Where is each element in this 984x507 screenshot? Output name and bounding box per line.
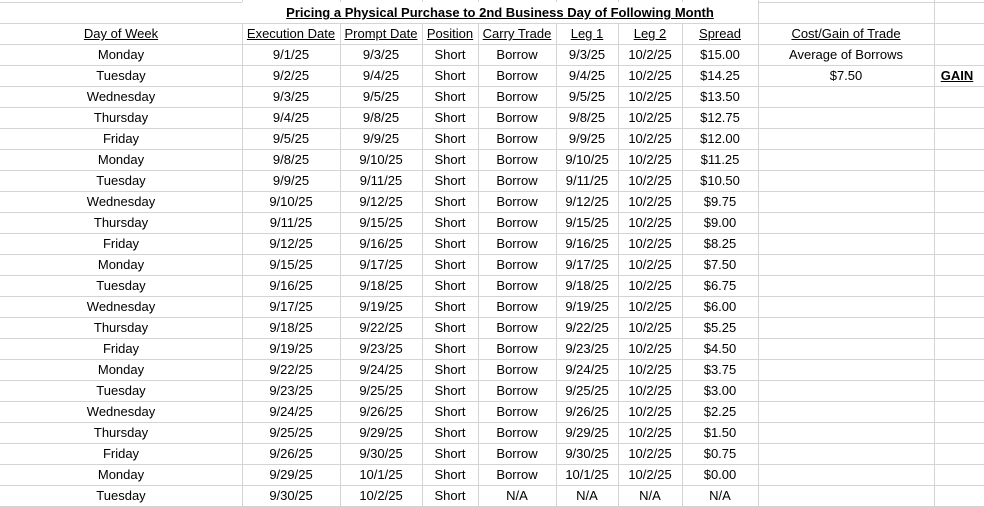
- cell-carry-trade[interactable]: Borrow: [496, 131, 538, 146]
- header-day-of-week[interactable]: Day of Week: [83, 26, 159, 41]
- cell-leg-2[interactable]: 10/2/25: [628, 131, 672, 146]
- cell-spread[interactable]: $12.00: [700, 131, 740, 146]
- cell-leg-2[interactable]: 10/2/25: [628, 47, 672, 62]
- cell-leg-2[interactable]: 10/2/25: [628, 215, 672, 230]
- cell-spread[interactable]: $14.25: [700, 68, 740, 83]
- cell-execution-date[interactable]: 9/3/25: [272, 89, 310, 104]
- cell-prompt-date[interactable]: 9/16/25: [359, 236, 403, 251]
- cell-execution-date[interactable]: 9/25/25: [269, 425, 313, 440]
- cell-spread[interactable]: $8.25: [703, 236, 737, 251]
- cell-prompt-date[interactable]: 9/19/25: [359, 299, 403, 314]
- cell-position[interactable]: Short: [434, 68, 466, 83]
- cell-day-of-week[interactable]: Monday: [97, 362, 145, 377]
- cell-execution-date[interactable]: 9/12/25: [269, 236, 313, 251]
- cell-day-of-week[interactable]: Friday: [102, 446, 140, 461]
- cell-spread[interactable]: $0.00: [703, 467, 737, 482]
- cell-prompt-date[interactable]: 9/15/25: [359, 215, 403, 230]
- cell-spread[interactable]: $13.50: [700, 89, 740, 104]
- cell-position[interactable]: Short: [434, 341, 466, 356]
- cell-spread[interactable]: $15.00: [700, 47, 740, 62]
- sheet-title[interactable]: Pricing a Physical Purchase to 2nd Business Day of Following Month: [242, 2, 758, 23]
- cell-leg-2[interactable]: 10/2/25: [628, 194, 672, 209]
- cell-leg-1[interactable]: 9/26/25: [565, 404, 609, 419]
- cell-execution-date[interactable]: 9/8/25: [272, 152, 310, 167]
- cell-leg-2[interactable]: 10/2/25: [628, 446, 672, 461]
- cell-day-of-week[interactable]: Tuesday: [96, 488, 146, 503]
- cell-leg-1[interactable]: 9/4/25: [568, 68, 606, 83]
- header-position[interactable]: Position: [426, 26, 474, 41]
- cell-leg-2[interactable]: N/A: [639, 488, 661, 503]
- cell-day-of-week[interactable]: Monday: [97, 152, 145, 167]
- average-value[interactable]: $7.50: [829, 68, 863, 83]
- cell-carry-trade[interactable]: Borrow: [496, 194, 538, 209]
- cell-carry-trade[interactable]: Borrow: [496, 47, 538, 62]
- cell-leg-2[interactable]: 10/2/25: [628, 236, 672, 251]
- cell-carry-trade[interactable]: N/A: [506, 488, 528, 503]
- cell-carry-trade[interactable]: Borrow: [496, 257, 538, 272]
- cell-day-of-week[interactable]: Wednesday: [86, 299, 156, 314]
- cell-position[interactable]: Short: [434, 236, 466, 251]
- cell-carry-trade[interactable]: Borrow: [496, 215, 538, 230]
- cell-carry-trade[interactable]: Borrow: [496, 320, 538, 335]
- cell-spread[interactable]: $11.25: [700, 152, 740, 167]
- cell-day-of-week[interactable]: Tuesday: [96, 68, 146, 83]
- cell-position[interactable]: Short: [434, 89, 466, 104]
- cell-carry-trade[interactable]: Borrow: [496, 110, 538, 125]
- cell-execution-date[interactable]: 9/1/25: [272, 47, 310, 62]
- cell-leg-1[interactable]: 9/5/25: [568, 89, 606, 104]
- cell-day-of-week[interactable]: Thursday: [93, 110, 149, 125]
- cell-spread[interactable]: $10.50: [700, 173, 740, 188]
- header-leg-1[interactable]: Leg 1: [570, 26, 604, 41]
- cell-execution-date[interactable]: 9/4/25: [272, 110, 310, 125]
- cell-leg-2[interactable]: 10/2/25: [628, 404, 672, 419]
- cell-day-of-week[interactable]: Thursday: [93, 215, 149, 230]
- cell-carry-trade[interactable]: Borrow: [496, 152, 538, 167]
- cell-day-of-week[interactable]: Friday: [102, 236, 140, 251]
- header-execution-date[interactable]: Execution Date: [246, 26, 336, 41]
- cell-leg-1[interactable]: 9/30/25: [565, 446, 609, 461]
- cell-execution-date[interactable]: 9/23/25: [269, 383, 313, 398]
- cell-leg-1[interactable]: 9/22/25: [565, 320, 609, 335]
- cell-leg-2[interactable]: 10/2/25: [628, 362, 672, 377]
- cell-carry-trade[interactable]: Borrow: [496, 68, 538, 83]
- cell-leg-1[interactable]: 9/11/25: [565, 173, 609, 188]
- cell-spread[interactable]: $12.75: [700, 110, 740, 125]
- cell-spread[interactable]: $9.75: [703, 194, 737, 209]
- cell-position[interactable]: Short: [434, 257, 466, 272]
- cell-spread[interactable]: $3.00: [703, 383, 737, 398]
- cell-prompt-date[interactable]: 9/8/25: [362, 110, 400, 125]
- cell-spread[interactable]: $3.75: [703, 362, 737, 377]
- cell-prompt-date[interactable]: 9/4/25: [362, 68, 400, 83]
- average-label[interactable]: Average of Borrows: [789, 47, 903, 62]
- cell-carry-trade[interactable]: Borrow: [496, 173, 538, 188]
- cell-leg-1[interactable]: 9/8/25: [568, 110, 606, 125]
- cell-leg-1[interactable]: 9/25/25: [565, 383, 609, 398]
- cell-execution-date[interactable]: 9/16/25: [269, 278, 313, 293]
- cell-position[interactable]: Short: [434, 488, 466, 503]
- cell-prompt-date[interactable]: 10/2/25: [359, 488, 403, 503]
- cell-execution-date[interactable]: 9/9/25: [272, 173, 310, 188]
- header-leg-2[interactable]: Leg 2: [633, 26, 667, 41]
- cell-prompt-date[interactable]: 9/24/25: [359, 362, 403, 377]
- cell-leg-1[interactable]: 9/23/25: [565, 341, 609, 356]
- cell-leg-1[interactable]: 9/17/25: [565, 257, 609, 272]
- cell-leg-2[interactable]: 10/2/25: [628, 383, 672, 398]
- result-gain[interactable]: GAIN: [940, 68, 974, 83]
- cell-execution-date[interactable]: 9/22/25: [269, 362, 313, 377]
- cell-leg-2[interactable]: 10/2/25: [628, 425, 672, 440]
- cell-position[interactable]: Short: [434, 467, 466, 482]
- cell-execution-date[interactable]: 9/18/25: [269, 320, 313, 335]
- cell-spread[interactable]: $7.50: [703, 257, 737, 272]
- cell-spread[interactable]: N/A: [709, 488, 731, 503]
- cell-leg-2[interactable]: 10/2/25: [628, 341, 672, 356]
- cell-leg-2[interactable]: 10/2/25: [628, 152, 672, 167]
- cell-prompt-date[interactable]: 9/10/25: [359, 152, 403, 167]
- cell-position[interactable]: Short: [434, 425, 466, 440]
- cell-prompt-date[interactable]: 9/5/25: [362, 89, 400, 104]
- cell-leg-2[interactable]: 10/2/25: [628, 299, 672, 314]
- cell-execution-date[interactable]: 9/5/25: [272, 131, 310, 146]
- cell-leg-1[interactable]: 10/1/25: [565, 467, 609, 482]
- cell-spread[interactable]: $6.00: [703, 299, 737, 314]
- cell-day-of-week[interactable]: Thursday: [93, 320, 149, 335]
- cell-leg-2[interactable]: 10/2/25: [628, 467, 672, 482]
- cell-carry-trade[interactable]: Borrow: [496, 467, 538, 482]
- cell-leg-1[interactable]: 9/10/25: [565, 152, 609, 167]
- cell-position[interactable]: Short: [434, 404, 466, 419]
- cell-carry-trade[interactable]: Borrow: [496, 362, 538, 377]
- cell-leg-2[interactable]: 10/2/25: [628, 320, 672, 335]
- header-cost-gain[interactable]: Cost/Gain of Trade: [791, 26, 901, 41]
- cell-position[interactable]: Short: [434, 152, 466, 167]
- cell-prompt-date[interactable]: 9/11/25: [359, 173, 403, 188]
- cell-execution-date[interactable]: 9/11/25: [269, 215, 313, 230]
- cell-position[interactable]: Short: [434, 278, 466, 293]
- cell-carry-trade[interactable]: Borrow: [496, 383, 538, 398]
- cell-prompt-date[interactable]: 9/18/25: [359, 278, 403, 293]
- cell-carry-trade[interactable]: Borrow: [496, 299, 538, 314]
- cell-position[interactable]: Short: [434, 446, 466, 461]
- cell-execution-date[interactable]: 9/15/25: [269, 257, 313, 272]
- cell-day-of-week[interactable]: Monday: [97, 257, 145, 272]
- cell-execution-date[interactable]: 9/29/25: [269, 467, 313, 482]
- header-spread[interactable]: Spread: [699, 26, 741, 41]
- cell-leg-1[interactable]: 9/19/25: [565, 299, 609, 314]
- cell-leg-2[interactable]: 10/2/25: [628, 278, 672, 293]
- cell-execution-date[interactable]: 9/30/25: [269, 488, 313, 503]
- cell-spread[interactable]: $2.25: [703, 404, 737, 419]
- cell-day-of-week[interactable]: Tuesday: [96, 173, 146, 188]
- cell-leg-1[interactable]: 9/12/25: [565, 194, 609, 209]
- cell-leg-2[interactable]: 10/2/25: [628, 173, 672, 188]
- cell-carry-trade[interactable]: Borrow: [496, 446, 538, 461]
- cell-position[interactable]: Short: [434, 110, 466, 125]
- cell-prompt-date[interactable]: 9/29/25: [359, 425, 403, 440]
- cell-leg-1[interactable]: 9/24/25: [565, 362, 609, 377]
- cell-execution-date[interactable]: 9/2/25: [272, 68, 310, 83]
- cell-execution-date[interactable]: 9/17/25: [269, 299, 313, 314]
- cell-position[interactable]: Short: [434, 131, 466, 146]
- cell-carry-trade[interactable]: Borrow: [496, 89, 538, 104]
- cell-leg-2[interactable]: 10/2/25: [628, 110, 672, 125]
- cell-leg-1[interactable]: N/A: [576, 488, 598, 503]
- cell-leg-1[interactable]: 9/29/25: [565, 425, 609, 440]
- cell-prompt-date[interactable]: 9/17/25: [359, 257, 403, 272]
- cell-carry-trade[interactable]: Borrow: [496, 236, 538, 251]
- header-carry-trade[interactable]: Carry Trade: [482, 26, 552, 41]
- cell-position[interactable]: Short: [434, 215, 466, 230]
- cell-execution-date[interactable]: 9/26/25: [269, 446, 313, 461]
- cell-prompt-date[interactable]: 10/1/25: [359, 467, 403, 482]
- cell-day-of-week[interactable]: Wednesday: [86, 404, 156, 419]
- cell-day-of-week[interactable]: Tuesday: [96, 278, 146, 293]
- cell-position[interactable]: Short: [434, 173, 466, 188]
- cell-prompt-date[interactable]: 9/25/25: [359, 383, 403, 398]
- cell-position[interactable]: Short: [434, 383, 466, 398]
- cell-leg-2[interactable]: 10/2/25: [628, 89, 672, 104]
- cell-prompt-date[interactable]: 9/3/25: [362, 47, 400, 62]
- cell-day-of-week[interactable]: Friday: [102, 341, 140, 356]
- cell-position[interactable]: Short: [434, 47, 466, 62]
- cell-position[interactable]: Short: [434, 194, 466, 209]
- cell-day-of-week[interactable]: Friday: [102, 131, 140, 146]
- cell-leg-1[interactable]: 9/15/25: [565, 215, 609, 230]
- cell-execution-date[interactable]: 9/10/25: [269, 194, 313, 209]
- cell-prompt-date[interactable]: 9/22/25: [359, 320, 403, 335]
- cell-position[interactable]: Short: [434, 320, 466, 335]
- cell-carry-trade[interactable]: Borrow: [496, 425, 538, 440]
- cell-carry-trade[interactable]: Borrow: [496, 404, 538, 419]
- cell-prompt-date[interactable]: 9/9/25: [362, 131, 400, 146]
- cell-day-of-week[interactable]: Wednesday: [86, 89, 156, 104]
- cell-carry-trade[interactable]: Borrow: [496, 341, 538, 356]
- cell-execution-date[interactable]: 9/19/25: [269, 341, 313, 356]
- cell-leg-2[interactable]: 10/2/25: [628, 68, 672, 83]
- cell-spread[interactable]: $5.25: [703, 320, 737, 335]
- cell-day-of-week[interactable]: Thursday: [93, 425, 149, 440]
- cell-leg-1[interactable]: 9/16/25: [565, 236, 609, 251]
- cell-carry-trade[interactable]: Borrow: [496, 278, 538, 293]
- cell-day-of-week[interactable]: Tuesday: [96, 383, 146, 398]
- cell-execution-date[interactable]: 9/24/25: [269, 404, 313, 419]
- cell-position[interactable]: Short: [434, 299, 466, 314]
- cell-spread[interactable]: $6.75: [703, 278, 737, 293]
- cell-prompt-date[interactable]: 9/23/25: [359, 341, 403, 356]
- cell-leg-1[interactable]: 9/9/25: [568, 131, 606, 146]
- header-prompt-date[interactable]: Prompt Date: [344, 26, 418, 41]
- cell-position[interactable]: Short: [434, 362, 466, 377]
- cell-prompt-date[interactable]: 9/26/25: [359, 404, 403, 419]
- cell-prompt-date[interactable]: 9/30/25: [359, 446, 403, 461]
- cell-prompt-date[interactable]: 9/12/25: [359, 194, 403, 209]
- cell-day-of-week[interactable]: Monday: [97, 467, 145, 482]
- cell-spread[interactable]: $4.50: [703, 341, 737, 356]
- cell-day-of-week[interactable]: Monday: [97, 47, 145, 62]
- cell-spread[interactable]: $1.50: [703, 425, 737, 440]
- cell-leg-1[interactable]: 9/3/25: [568, 47, 606, 62]
- cell-leg-1[interactable]: 9/18/25: [565, 278, 609, 293]
- cell-day-of-week[interactable]: Wednesday: [86, 194, 156, 209]
- cell-spread[interactable]: $0.75: [703, 446, 737, 461]
- cell-leg-2[interactable]: 10/2/25: [628, 257, 672, 272]
- cell-spread[interactable]: $9.00: [703, 215, 737, 230]
